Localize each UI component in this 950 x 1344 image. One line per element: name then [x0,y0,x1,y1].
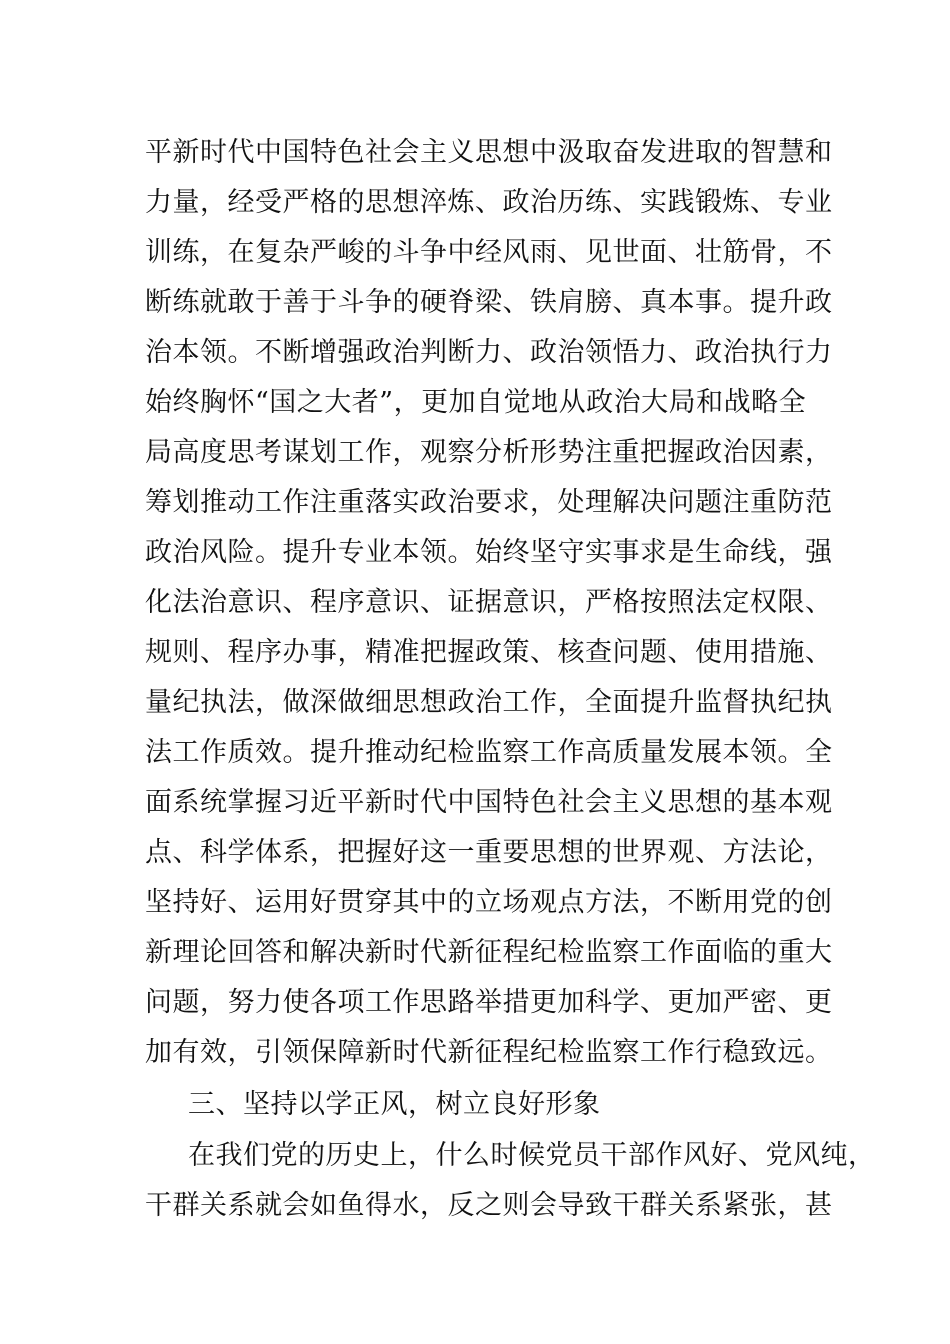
section-heading: 三、坚持以学正风，树立良好形象 [188,1089,601,1120]
text-line: 断练就敢于善于斗争的硬脊梁、铁肩膀、真本事。提升政 [145,287,833,318]
text-line: 化法治意识、程序意识、证据意识，严格按照法定权限、 [145,587,833,618]
text-line: 政治风险。提升专业本领。始终坚守实事求是生命线，强 [145,537,833,568]
text-line: 新理论回答和解决新时代新征程纪检监察工作面临的重大 [145,937,833,968]
text-line: 局高度思考谋划工作，观察分析形势注重把握政治因素， [145,437,833,468]
text-line: 法工作质效。提升推动纪检监察工作高质量发展本领。全 [145,737,833,768]
text-line: 问题，努力使各项工作思路举措更加科学、更加严密、更 [145,987,833,1018]
paragraph-line: 干群关系就会如鱼得水，反之则会导致干群关系紧张，甚 [145,1190,833,1221]
text-line: 量纪执法，做深做细思想政治工作，全面提升监督执纪执 [145,687,833,718]
text-line: 始终胸怀“国之大者”，更加自觉地从政治大局和战略全 [145,387,807,418]
text-line: 训练，在复杂严峻的斗争中经风雨、见世面、壮筋骨，不 [145,237,833,268]
text-line: 面系统掌握习近平新时代中国特色社会主义思想的基本观 [145,787,833,818]
text-line: 点、科学体系，把握好这一重要思想的世界观、方法论， [145,837,833,868]
text-line: 规则、程序办事，精准把握政策、核查问题、使用措施、 [145,637,833,668]
paragraph-line: 在我们党的历史上，什么时候党员干部作风好、党风纯， [188,1140,876,1171]
text-line: 坚持好、运用好贯穿其中的立场观点方法，不断用党的创 [145,887,833,918]
text-line: 治本领。不断增强政治判断力、政治领悟力、政治执行力 [145,337,833,368]
text-line: 力量，经受严格的思想淬炼、政治历练、实践锻炼、专业 [145,187,833,218]
text-line: 加有效，引领保障新时代新征程纪检监察工作行稳致远。 [145,1037,833,1068]
text-line: 筹划推动工作注重落实政治要求，处理解决问题注重防范 [145,487,833,518]
text-line: 平新时代中国特色社会主义思想中汲取奋发进取的智慧和 [145,137,833,168]
